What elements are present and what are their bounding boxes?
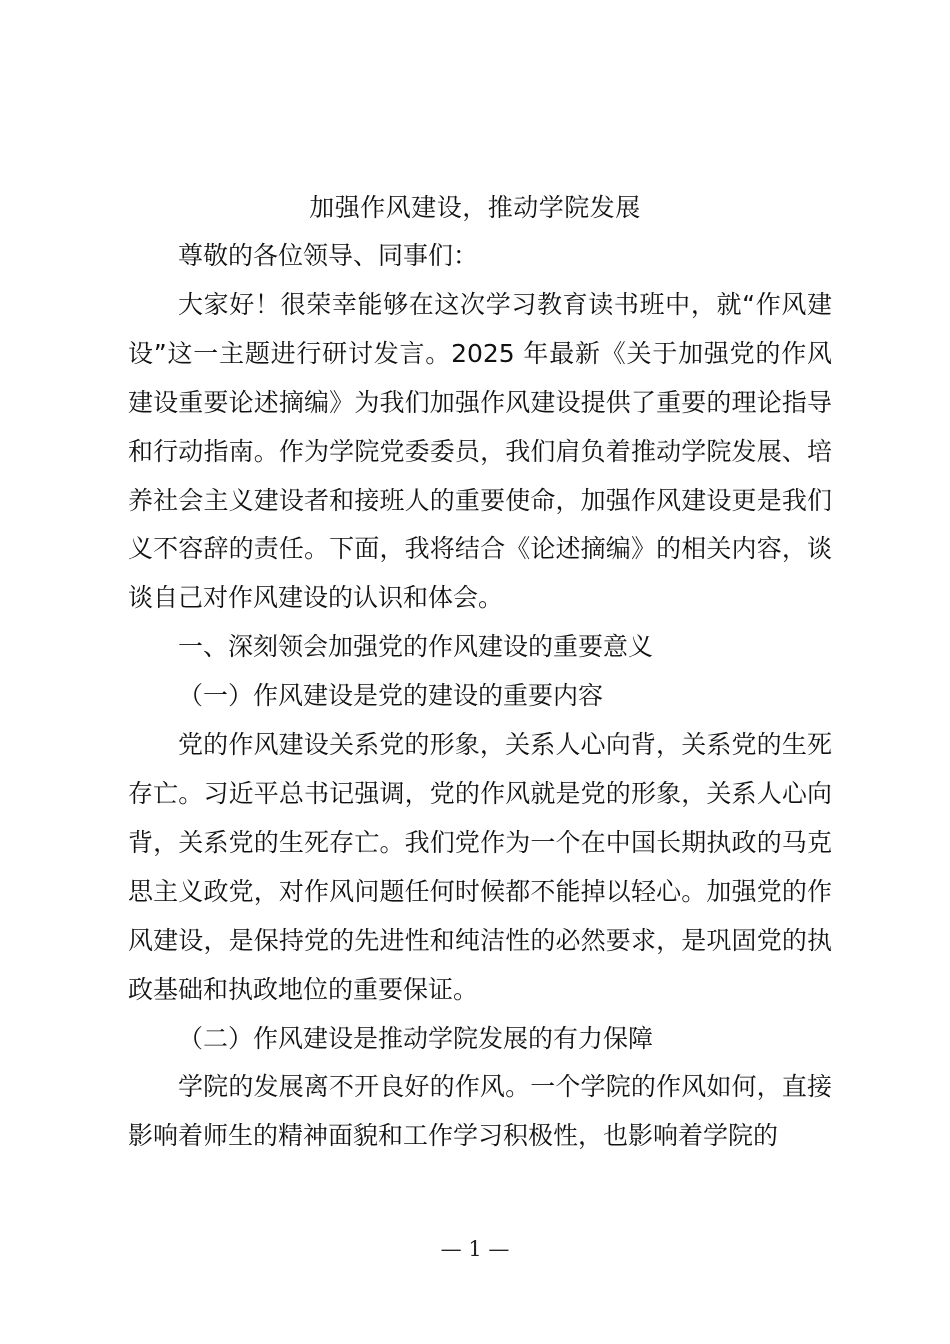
document-title: 加强作风建设，推动学院发展: [309, 193, 641, 222]
body-paragraph-1: 党的作风建设关系党的形象，关系人心向背，关系党的生死存亡。习近平总书记强调，党的作风就是党的形象，关系人心向背，关系党的生死存亡。我们党作为一个在中国长期执政的马克思主义政党，对作风问题任何时候都不能掉以轻心。加强党的作风建设，是保持党的先进性和纯洁性的必然要求，是巩固党的执政基础和执政地位的重要保证。: [128, 730, 832, 1004]
subsection-heading-1: （一）作风建设是党的建设的重要内容: [178, 681, 604, 711]
section-heading-1: 一、深刻领会加强党的作风建设的重要意义: [178, 632, 654, 662]
intro-paragraph: 大家好！很荣幸能够在这次学习教育读书班中，就“作风建设”这一主题进行研讨发言。2025 年最新《关于加强党的作风建设重要论述摘编》为我们加强作风建设提供了重要的理论指导和行动指南。作为学院党委委员，我们肩负着推动学院发展、培养社会主义建设者和接班人的重要使命，加强作风建设更是我们义不容辞的责任。下面，我将结合《论述摘编》的相关内容，谈谈自己对作风建设的认识和体会。: [128, 289, 832, 613]
page-number: — 1 —: [440, 1237, 510, 1261]
body-paragraph-2: 学院的发展离不开良好的作风。一个学院的作风如何，直接影响着师生的精神面貌和工作学习积极性，也影响着学院的: [128, 1072, 832, 1151]
document-body: [128, 232, 832, 1161]
salutation-paragraph: 尊敬的各位领导、同事们：: [178, 241, 479, 270]
subsection-heading-2: （二）作风建设是推动学院发展的有力保障: [178, 1023, 654, 1053]
